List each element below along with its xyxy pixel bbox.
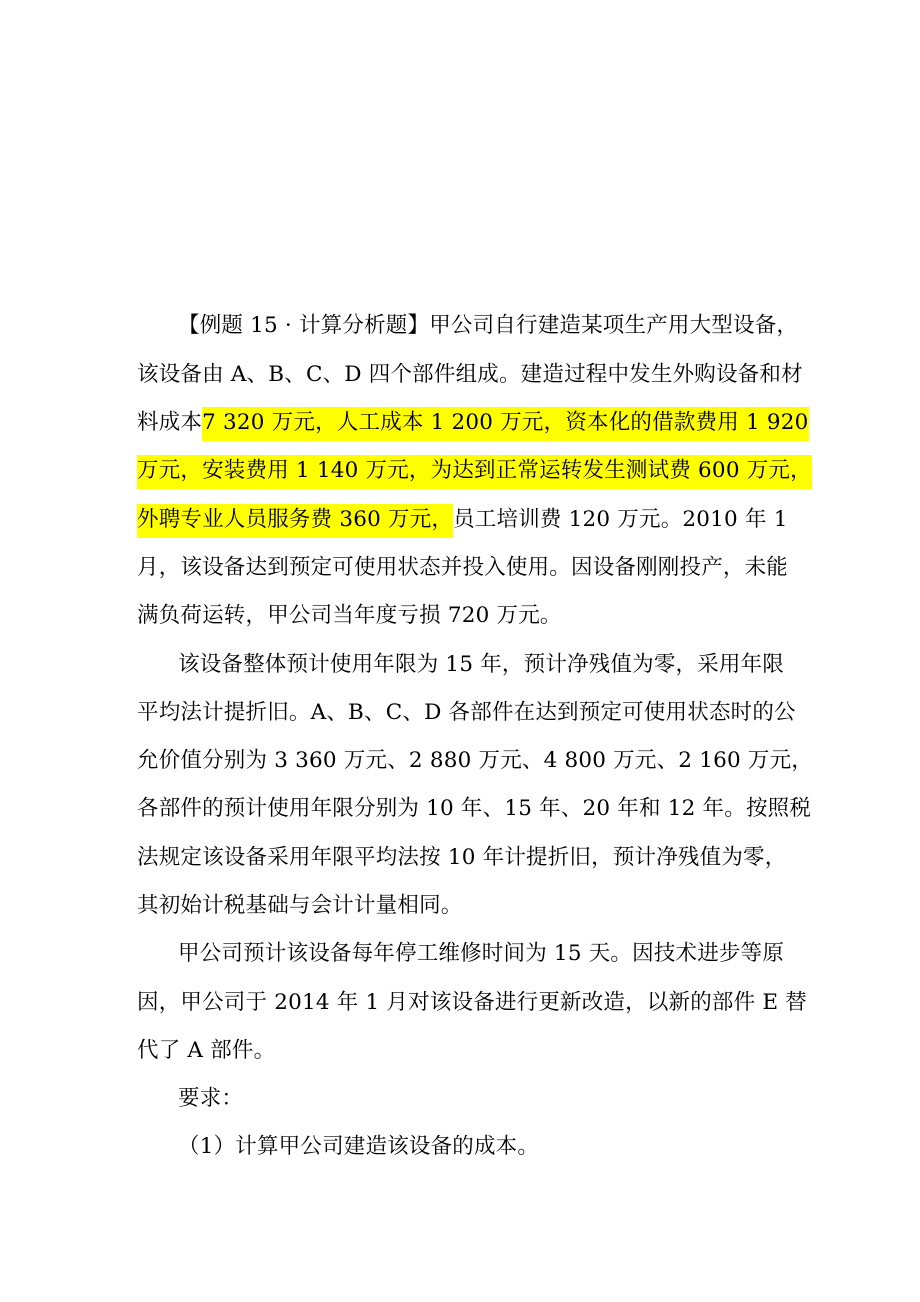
requirement-item-1: （1）计算甲公司建造该设备的成本。: [178, 1134, 540, 1159]
paragraph-2-line-2: 平均法计提折旧。A、B、C、D 各部件在达到预定可使用状态时的公: [137, 700, 796, 725]
text-segment: 料成本: [137, 410, 203, 435]
paragraph-2-line-1: 该设备整体预计使用年限为 15 年，预计净残值为零，采用年限: [178, 652, 785, 677]
paragraph-3-line-3: 代了 A 部件。: [137, 1038, 276, 1063]
paragraph-1-line-2: 该设备由 A、B、C、D 四个部件组成。建造过程中发生外购设备和材: [137, 362, 803, 387]
paragraph-1-line-6: 月，该设备达到预定可使用状态并投入使用。因设备刚刚投产，未能: [137, 555, 789, 580]
paragraph-3-line-2: 因，甲公司于 2014 年 1 月对该设备进行更新改造，以新的部件 E 替: [137, 990, 807, 1015]
paragraph-2-line-5: 法规定该设备采用年限平均法按 10 年计提折旧，预计净残值为零，: [137, 845, 787, 870]
paragraph-1-line-3: [137, 408, 809, 438]
paragraph-2-line-3: 允价值分别为 3 360 万元、2 880 万元、4 800 万元、2 160 万元，: [137, 748, 813, 773]
text-segment: 员工培训费 120 万元。2010 年 1: [453, 507, 788, 532]
highlighted-text: 外聘专业人员服务费 360 万元，: [137, 504, 453, 538]
paragraph-1-line-4: [137, 456, 812, 486]
paragraph-2-line-6: 其初始计税基础与会计计量相同。: [137, 893, 463, 918]
paragraph-3-line-1: 甲公司预计该设备每年停工维修时间为 15 天。因技术进步等原: [178, 941, 785, 966]
paragraph-1-line-7: 满负荷运转，甲公司当年度亏损 720 万元。: [137, 603, 562, 628]
highlighted-text: 7 320 万元，人工成本 1 200 万元，资本化的借款费用 1 920: [202, 407, 808, 441]
highlighted-text: 万元，安装费用 1 140 万元，为达到正常运转发生测试费 600 万元，: [137, 455, 812, 489]
paragraph-1-line-5: [137, 505, 788, 535]
paragraph-1-line-1: 【例题 15 · 计算分析题】甲公司自行建造某项生产用大型设备，: [178, 313, 799, 338]
paragraph-2-line-4: 各部件的预计使用年限分别为 10 年、15 年、20 年和 12 年。按照税: [137, 796, 812, 821]
requirements-heading: 要求：: [178, 1086, 244, 1111]
